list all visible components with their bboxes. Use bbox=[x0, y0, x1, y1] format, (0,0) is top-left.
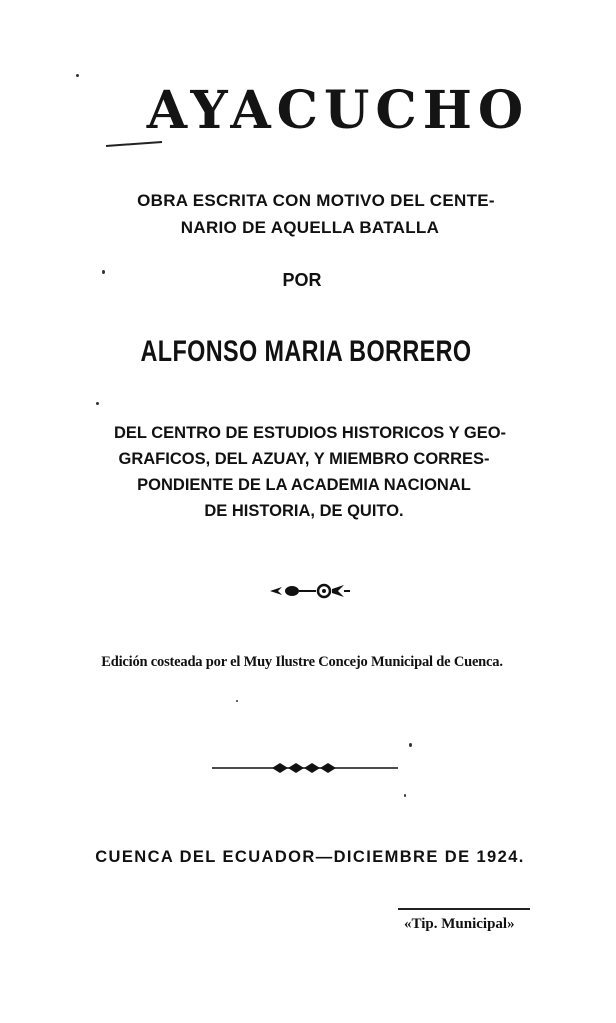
ink-speck bbox=[236, 700, 238, 702]
affiliation-line-1: DEL CENTRO DE ESTUDIOS HISTORICOS Y GEO- bbox=[113, 424, 507, 442]
book-title: AYACUCHO bbox=[146, 80, 530, 141]
ink-speck bbox=[404, 794, 406, 797]
imprint-line: CUENCA DEL ECUADOR—DICIEMBRE DE 1924. bbox=[95, 848, 525, 866]
printer-name: «Tip. Municipal» bbox=[404, 916, 515, 932]
affiliation-line-4: DE HISTORIA, DE QUITO. bbox=[204, 502, 404, 520]
affiliation-line-2: GRAFICOS, DEL AZUAY, Y MIEMBRO CORRES- bbox=[118, 450, 490, 468]
by-label: POR bbox=[282, 270, 322, 290]
subtitle-line-1: OBRA ESCRITA CON MOTIVO DEL CENTE- bbox=[137, 191, 495, 210]
ornament-fleuron bbox=[268, 581, 352, 601]
subtitle-line-2: NARIO DE AQUELLA BATALLA bbox=[180, 218, 440, 237]
ornament-rule bbox=[212, 760, 398, 776]
ink-speck bbox=[96, 402, 99, 405]
ink-speck bbox=[102, 270, 105, 274]
author-name: ALFONSO MARIA BORRERO bbox=[140, 335, 472, 368]
title-flourish bbox=[104, 140, 164, 148]
printer-rule bbox=[398, 908, 530, 910]
affiliation-line-3: PONDIENTE DE LA ACADEMIA NACIONAL bbox=[137, 476, 471, 494]
edition-note: Edición costeada por el Muy Ilustre Concejo Municipal de Cuenca. bbox=[101, 654, 503, 670]
ink-speck bbox=[76, 74, 79, 77]
ink-speck bbox=[409, 743, 412, 747]
